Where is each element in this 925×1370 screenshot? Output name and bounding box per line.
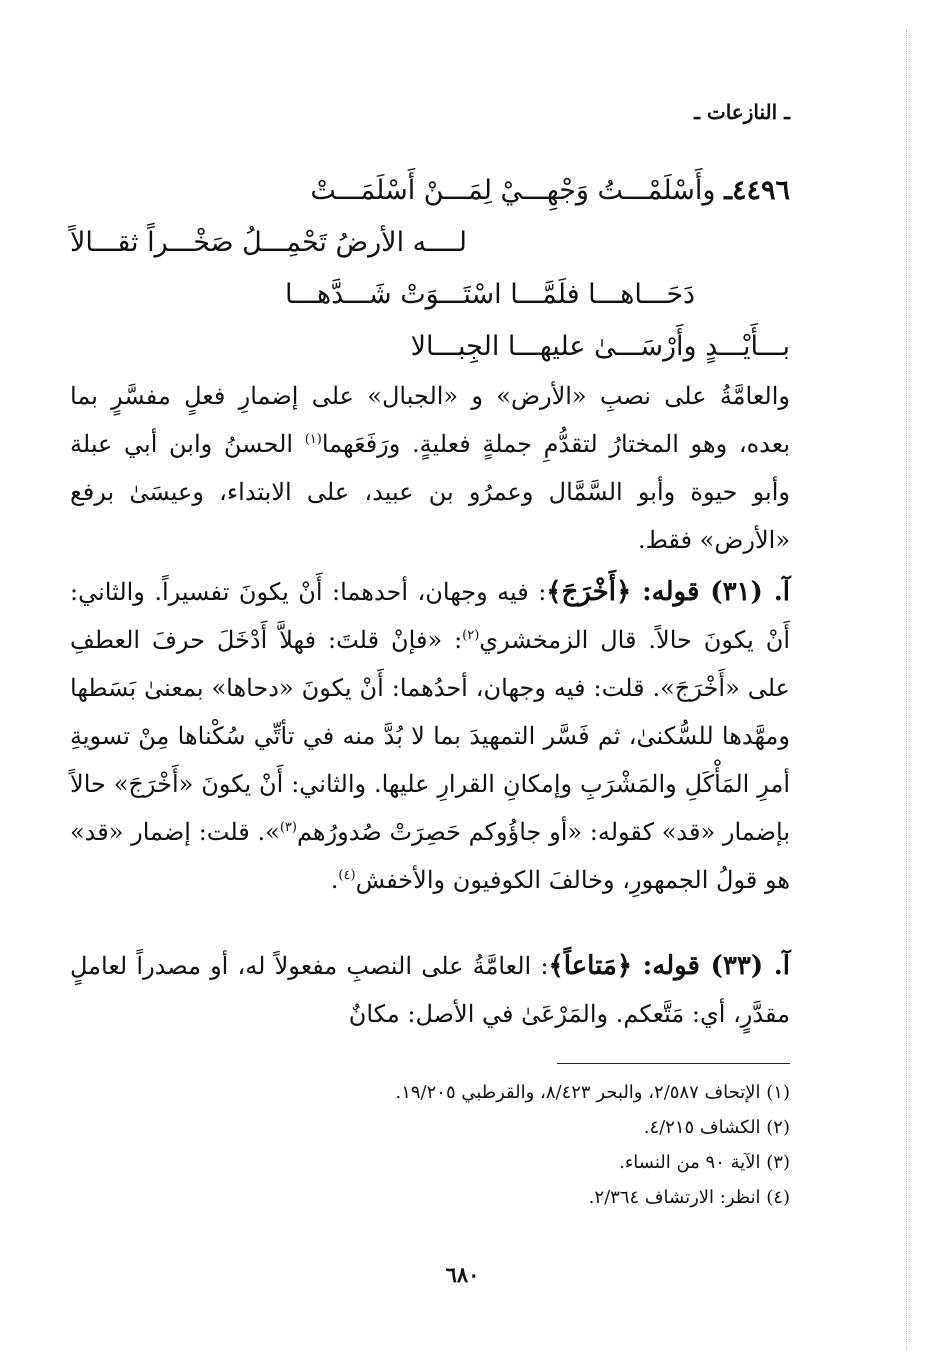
para2-text-a: : فيه وجهان، أحدهما: أَنْ يكونَ تفسيراً. والثاني: أَنْ يكونَ حالاً. قال الزمخشري xyxy=(70,578,790,654)
footnotes xyxy=(200,1075,790,1215)
entry-number: ٤٤٩٦ـ xyxy=(724,175,790,206)
verse-text-3: دَحَـــاهـــا فلَمَّـــا اسْتَـــوَتْ شَـــدَّهـــا xyxy=(284,279,696,310)
verse-line-2 xyxy=(70,217,790,269)
verse-line-4 xyxy=(70,321,790,373)
footnote-ref-2[interactable]: (٢) xyxy=(462,628,480,643)
paragraph-verse-33 xyxy=(70,942,790,1038)
verse-line-3 xyxy=(70,269,790,321)
verse-text-4: بـــأَيْـــدٍ وأَرْسَـــىٰ عليهـــا الجِبـــالا xyxy=(410,331,790,362)
footnote-4: (٤) انظر: الارتشاف ٢/٣٦٤. xyxy=(588,1187,790,1208)
para3-text: : العامَّةُ على النصبِ مفعولاً له، أو مصدراً لعاملٍ مقدَّرٍ، أي: مَتَّعكم. والمَرْعَىٰ في الأصل: مكانٌ xyxy=(70,952,790,1028)
page-number: ٦٨٠ xyxy=(445,1262,480,1287)
verse-33-heading: آ. (٣٣) قوله: ﴿مَتاعاً﴾ xyxy=(548,951,790,981)
para2-text-b: : «فإنْ قلتَ: فهلاَّ أَدْخَلَ حرفَ العطفِ على «أَخْرَجَ». قلت: فيه وجهان، أحدُهما: أَنْ يكونَ «دحاها» بمعنىٰ بَسَطها ومهَّدها للسُّكنىٰ، ثم فَسَّر التمهيدَ بما لا بُدَّ منه في تأتِّي سُكْناها مِنْ تسويةِ أمرِ المَأْكَلِ والمَشْرَبِ وإمكانِ القرارِ عليها. والثاني: أَنْ يكونَ «أَخْرَجَ» حالاً بإضمار «قد» كقوله: «أو جاؤُوكم حَصِرَتْ صُدورُهم xyxy=(70,626,791,846)
footnote-ref-4[interactable]: (٤) xyxy=(338,868,356,883)
footnote-3: (٣) الآية ٩٠ من النساء. xyxy=(619,1152,790,1173)
footnote-ref-1[interactable]: (١) xyxy=(304,432,322,447)
para1-text-b: الحسنُ وابن أبي عبلة وأبو حيوة وأبو السَّمَّال وعمرُو بن عبيد، على الابتداء، وعيسَىٰ برفع «الأرض» فقط. xyxy=(70,430,790,554)
verse-text-1: وأَسْلَمْـــتُ وَجْهِـــيْ لِمَـــنْ أَسْلَمَـــتْ xyxy=(310,175,716,206)
verse-31-heading: آ. (٣١) قوله: ﴿أَخْرَجَ﴾ xyxy=(546,577,790,607)
para2-text-c: ». قلت: إضمار «قد» هو قولُ الجمهورِ، وخالفَ الكوفيون والأخفش xyxy=(70,818,790,894)
paragraph-commentary-1 xyxy=(70,372,790,564)
footnote-2: (٢) الكشاف ٤/٢١٥. xyxy=(643,1117,790,1138)
verse-line-1 xyxy=(70,165,790,217)
poetry-block xyxy=(70,165,790,373)
running-header: ـ النازعات ـ xyxy=(694,100,790,124)
para1-text-a: والعامَّةُ على نصبِ «الأرض» و «الجبال» على إضمارِ فعلٍ مفسَّرٍ بما بعده، وهو المختارُ لتقدُّمِ جملةٍ فعليةٍ. ورَفَعَهما xyxy=(70,382,790,458)
paragraph-verse-31 xyxy=(70,568,790,904)
footnote-separator xyxy=(557,1063,790,1064)
verse-text-2: لــــه الأرضُ تَحْمِـــلُ صَخْـــراً ثقـــالاً xyxy=(70,227,467,258)
footnote-ref-3[interactable]: (٣) xyxy=(279,820,297,835)
footnote-1: (١) الإتحاف ٢/٥٨٧، والبحر ٨/٤٢٣، والقرطبي ١٩/٢٠٥. xyxy=(395,1082,790,1103)
scan-edge xyxy=(904,30,907,1350)
para2-text-d: . xyxy=(330,866,339,894)
